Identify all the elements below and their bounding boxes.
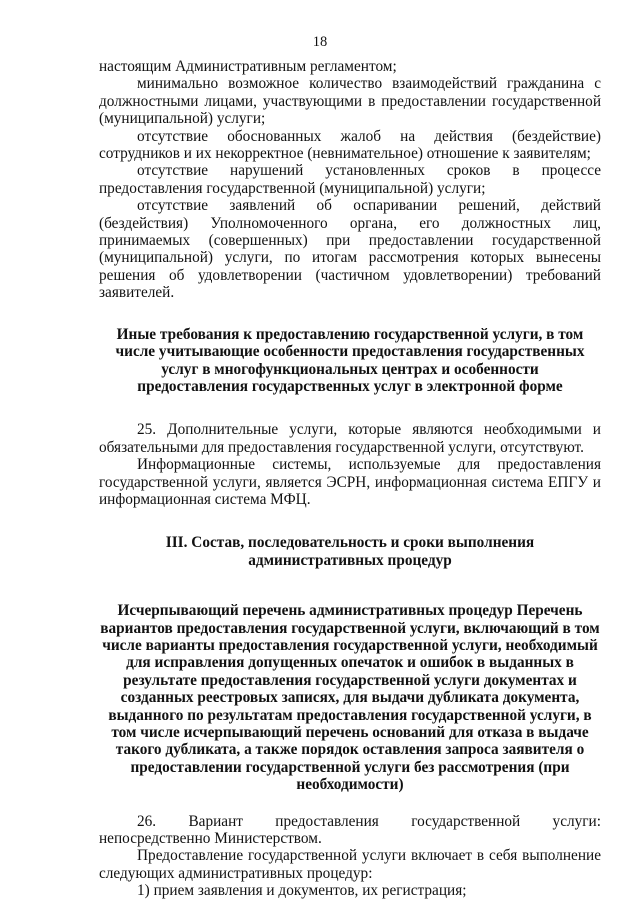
paragraph-no-deadline-violations: отсутствие нарушений установленных сроков в процессе предоставления государственной (муниципальной) услуги; [99,162,601,197]
paragraph-procedure-1: 1) прием заявления и документов, их регистрация; [137,882,467,900]
heading-exhaustive-list: Исчерпывающий перечень административных процедур Перечень вариантов предоставления государственной услуги, включающий в том числе варианты предоставления государственной услуги, необходимый для исправления допущенных опечаток и ошибок в выданных в результате предоставления государственной услуги документах и созданных реестровых записях, для выдачи дубликата документа, выданного по результатам предоставления государственной услуги, в том числе исчерпывающий перечень оснований для отказа в выдаче такого дубликата, а также порядок оставления запроса заявителя о предоставлении государственной услуги без рассмотрения (при необходимости) [100,602,600,794]
paragraph-information-systems: Информационные системы, используемые для предоставления государственной услуги, является ЭСРН, информационная система ЕПГУ и информационная система МФЦ. [99,456,601,508]
paragraph-no-complaints: отсутствие обоснованных жалоб на действия (бездействие) сотрудников и их некорректное (невнимательное) отношение к заявителям; [99,127,601,163]
paragraph-no-appeals: отсутствие заявлений об оспаривании решений, действий (бездействия) Уполномоченного органа, его должностных лиц, принимаемых (совершенных) при предоставлении государственной (муниципальной) услуги, по итогам рассмотрения которых вынесены решения об удовлетворении (частичном удовлетворении) требований заявителей. [99,197,601,302]
section-heading-iii: III. Состав, последовательность и сроки выполнения административных процедур [165,534,535,569]
paragraph-item-26: 26. Вариант предоставления государственной услуги: непосредственно Министерством. [99,812,601,848]
page-number: 18 [312,34,328,50]
paragraph-procedures-intro: Предоставление государственной услуги включает в себя выполнение следующих административных процедур: [99,847,601,882]
paragraph-minimum-interactions: минимально возможное количество взаимодействий гражданина с должностными лицами, участвующими в предоставлении государственной (муниципальной) услуги; [99,75,601,128]
page-content [99,58,601,900]
paragraph-item-25: 25. Дополнительные услуги, которые являются необходимыми и обязательными для предоставления государственной услуги, отсутствуют. [99,421,601,456]
heading-other-requirements: Иные требования к предоставлению государственной услуги, в том числе учитывающие особенности предоставления государственных услуг в многофункциональных центрах и особенности предоставления государственных услуг в электронной форме [115,325,585,395]
paragraph-regulation-continuation: настоящим Административным регламентом; [99,58,397,75]
